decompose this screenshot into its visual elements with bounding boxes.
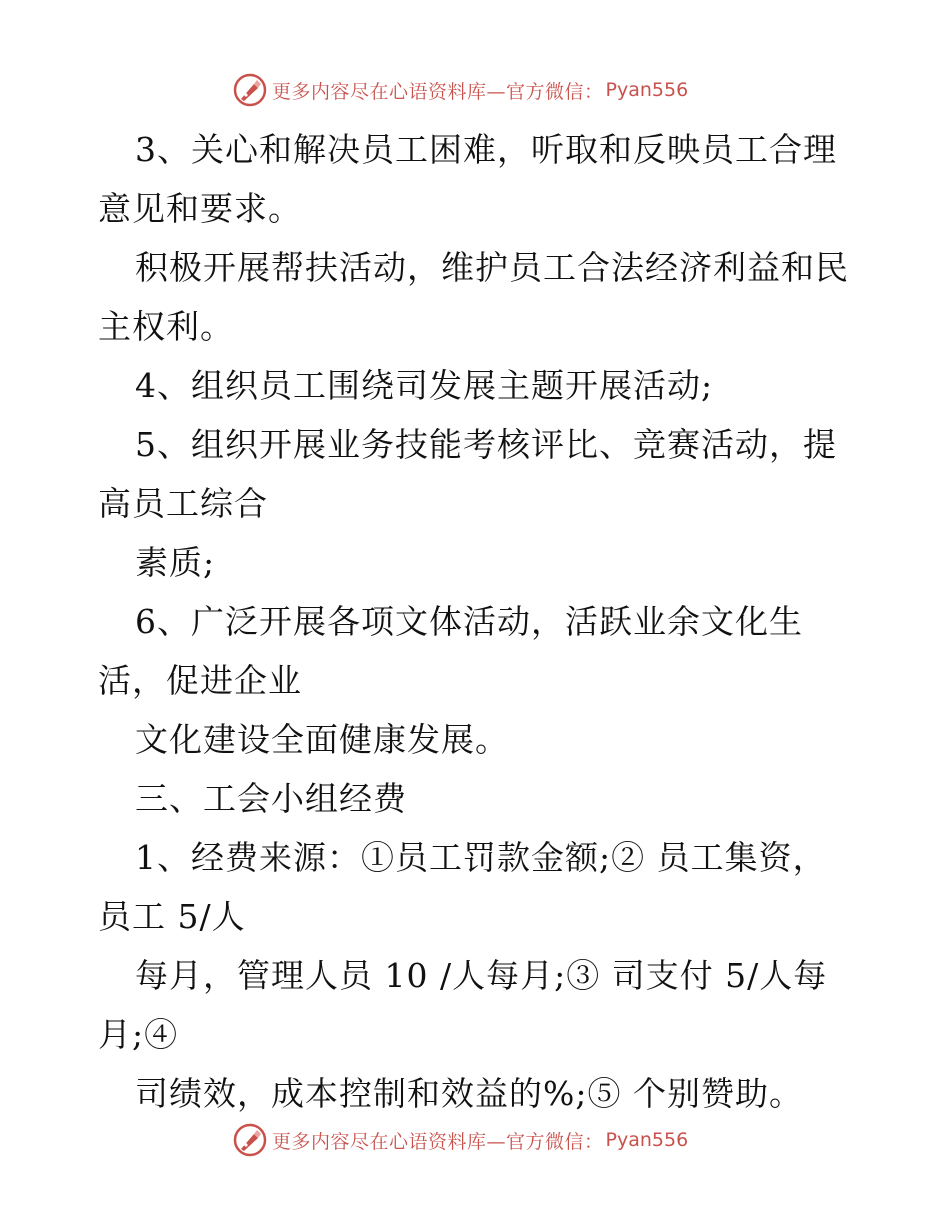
watermark-handle: Pyan556 [605,79,689,101]
pen-nib-logo-icon [232,1122,268,1158]
text-line: 意见和要求。 [98,189,302,228]
text-line: 每月，管理人员 10 /人每月;③ 司支付 5/人每 [135,956,828,995]
text-line: 1、经费来源：①员工罚款金额;② 员工集资， [135,838,827,877]
document-body [98,120,878,1123]
watermark-text: 更多内容尽在心语资料库—官方微信： [272,80,604,103]
text-line: 月;④ [98,1015,179,1054]
text-line: 员工 5/人 [98,897,246,936]
footer-watermark [232,1120,688,1160]
text-line: 3、关心和解决员工困难，听取和反映员工合理 [135,130,837,169]
header-watermark [232,70,688,110]
section-heading: 三、工会小组经费 [135,779,407,818]
text-line: 文化建设全面健康发展。 [135,720,509,759]
text-line: 素质; [135,543,216,582]
text-line: 5、组织开展业务技能考核评比、竞赛活动，提 [135,425,837,464]
pen-nib-logo-icon [232,72,268,108]
text-line: 高员工综合 [98,484,268,523]
text-line: 6、广泛开展各项文体活动，活跃业余文化生 [135,602,803,641]
watermark-handle: Pyan556 [605,1129,689,1151]
text-line: 主权利。 [98,307,234,346]
text-line: 积极开展帮扶活动，维护员工合法经济利益和民 [135,248,849,287]
text-line: 4、组织员工围绕司发展主题开展活动; [135,366,714,405]
watermark-text: 更多内容尽在心语资料库—官方微信： [272,1130,604,1153]
text-line: 司绩效，成本控制和效益的%;⑤ 个别赞助。 [135,1074,803,1113]
text-line: 活，促进企业 [98,661,302,700]
